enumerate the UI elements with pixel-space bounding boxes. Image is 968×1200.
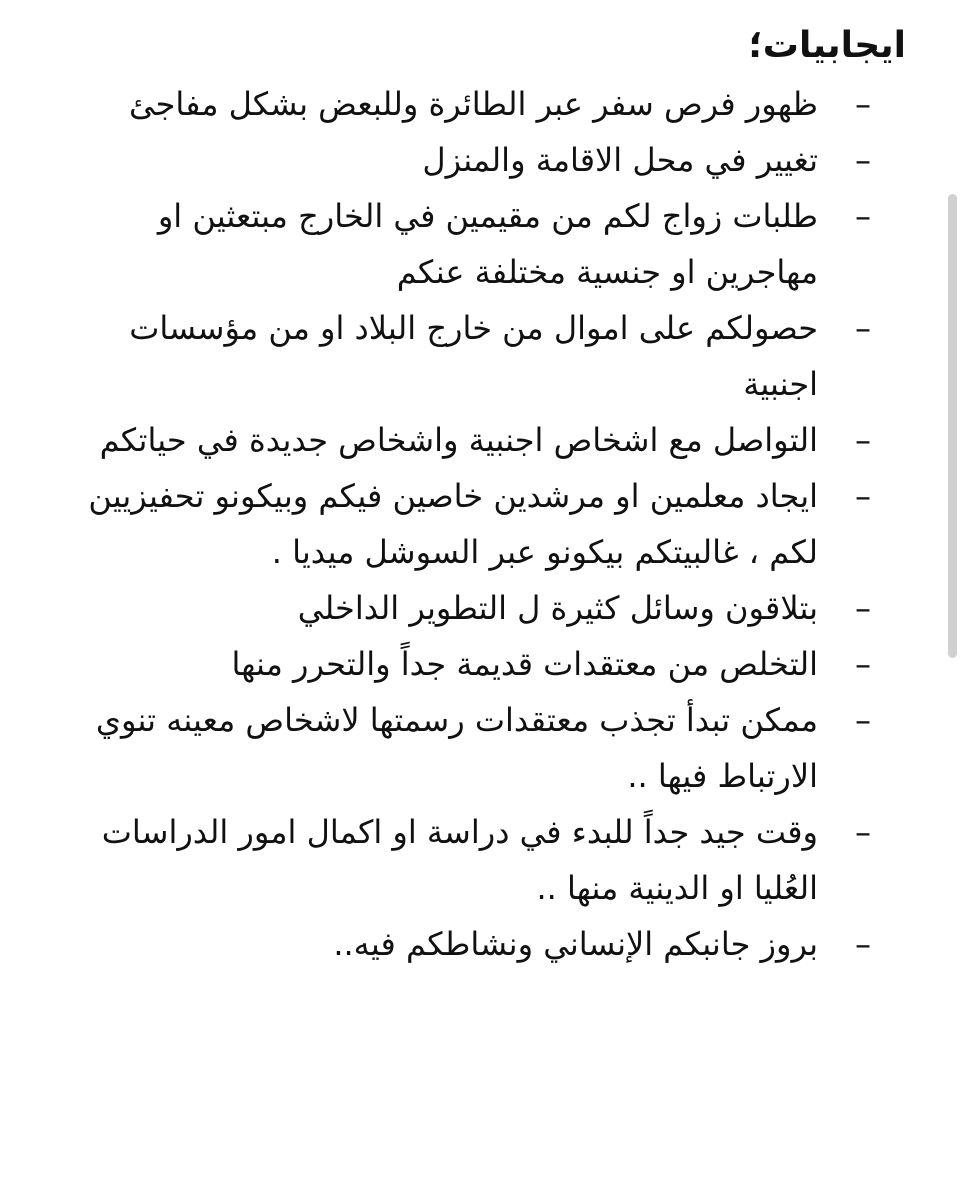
list-item-text: ايجاد معلمين او مرشدين خاصين فيكم وبيكونو تحفيزيين لكم ، غالبيتكم بيكونو عبر السوشل ميديا . (88, 477, 818, 571)
list-item (78, 580, 878, 636)
dash-bullet-icon: – (855, 645, 871, 683)
list-item-text: بروز جانبكم الإنساني ونشاطكم فيه.. (333, 925, 818, 963)
section-heading: ايجابيات؛ (748, 25, 906, 66)
list-item (78, 468, 878, 580)
dash-bullet-icon: – (855, 477, 871, 515)
dash-bullet-icon: – (855, 925, 871, 963)
list-item-text: التخلص من معتقدات قديمة جداً والتحرر منها (231, 645, 818, 683)
list-item-text: ظهور فرص سفر عبر الطائرة وللبعض بشكل مفاجئ (128, 85, 818, 123)
list-item-text: بتلاقون وسائل كثيرة ل التطوير الداخلي (297, 589, 818, 627)
dash-bullet-icon: – (855, 141, 871, 179)
dash-bullet-icon: – (855, 421, 871, 459)
positives-list (78, 76, 878, 972)
list-item-text: التواصل مع اشخاص اجنبية واشخاص جديدة في حياتكم (99, 421, 818, 459)
dash-bullet-icon: – (855, 589, 871, 627)
list-item (78, 804, 878, 916)
list-item-text: تغيير في محل الاقامة والمنزل (422, 141, 818, 179)
dash-bullet-icon: – (855, 85, 871, 123)
list-item (78, 636, 878, 692)
list-item (78, 916, 878, 972)
dash-bullet-icon: – (855, 701, 871, 739)
list-item (78, 76, 878, 132)
dash-bullet-icon: – (855, 309, 871, 347)
list-item (78, 132, 878, 188)
list-item (78, 692, 878, 804)
list-item (78, 188, 878, 300)
list-item-text: وقت جيد جداً للبدء في دراسة او اكمال امور الدراسات العُليا او الدينية منها .. (101, 813, 818, 907)
list-item-text: ممكن تبدأ تجذب معتقدات رسمتها لاشخاص معينه تنوي الارتباط فيها .. (95, 701, 818, 795)
scrollbar-thumb[interactable] (948, 194, 957, 658)
dash-bullet-icon: – (855, 813, 871, 851)
list-item (78, 412, 878, 468)
list-item (78, 300, 878, 412)
dash-bullet-icon: – (855, 197, 871, 235)
list-item-text: حصولكم على اموال من خارج البلاد او من مؤسسات اجنبية (129, 309, 818, 403)
list-item-text: طلبات زواج لكم من مقيمين في الخارج مبتعثين او مهاجرين او جنسية مختلفة عنكم (157, 197, 818, 291)
